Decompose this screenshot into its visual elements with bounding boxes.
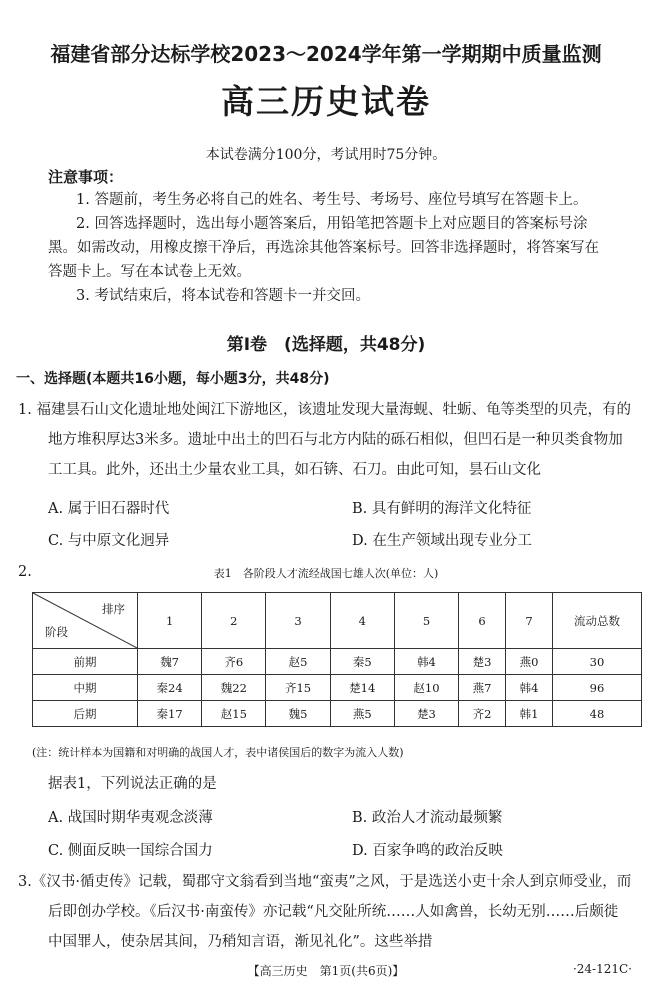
- note-line: 黑。如需改动，用橡皮擦干净后，再选涂其他答案标号。回答非选择题时，将答案写在: [48, 240, 599, 256]
- table-cell: 96: [553, 675, 642, 701]
- page-footer: 【高三历史 第1页(共6页)】: [247, 964, 405, 978]
- note-line: 2. 回答选择题时，选出每小题答案后，用铅笔把答题卡上对应题目的答案标号涂: [76, 216, 588, 232]
- column-header: 2: [202, 593, 266, 649]
- column-header: 6: [459, 593, 506, 649]
- stage-cell: 后期: [33, 701, 138, 727]
- question-2-option-a: A. 战国时期华夷观念淡薄: [48, 810, 213, 826]
- question-3-line: 后即创办学校。《后汉书·南蛮传》亦记载“凡交阯所统……人如禽兽，长幼无别……后颇徙: [48, 904, 619, 920]
- table-caption: 表1 各阶段人才流经战国七雄人次(单位：人): [213, 567, 439, 580]
- column-header: 5: [394, 593, 458, 649]
- table-row: [33, 675, 642, 701]
- column-header: 4: [330, 593, 394, 649]
- question-1-option-c: C. 与中原文化迥异: [48, 533, 170, 549]
- corner-label-stage: 阶段: [45, 625, 68, 639]
- question-1-line: 工工具。此外，还出土少量农业工具，如石锛、石刀。由此可知，昙石山文化: [48, 462, 541, 478]
- exam-subject-title: 高三历史试卷: [221, 82, 431, 121]
- question-1-option-a: A. 属于旧石器时代: [48, 501, 170, 517]
- question-1-line: 1. 福建昙石山文化遗址地处闽江下游地区，该遗址发现大量海蚬、牡蛎、龟等类型的贝壳，有的: [18, 402, 631, 418]
- question-2-number: 2.: [18, 564, 32, 580]
- section-subtitle: 一、选择题(本题共16小题，每小题3分，共48分): [16, 371, 330, 387]
- table-cell: 秦24: [138, 675, 202, 701]
- table-cell: 赵10: [394, 675, 458, 701]
- question-2-stem: 据表1，下列说法正确的是: [48, 776, 217, 792]
- table-cell: 韩4: [394, 649, 458, 675]
- table-cell: 秦17: [138, 701, 202, 727]
- question-1-line: 地方堆积厚达3米多。遗址中出土的凹石与北方内陆的砾石相似，但凹石是一种贝类食物加: [48, 432, 623, 448]
- note-line: 3. 考试结束后，将本试卷和答题卡一并交回。: [76, 288, 370, 304]
- question-2-option-c: C. 侧面反映一国综合国力: [48, 843, 213, 859]
- notes-heading: 注意事项：: [48, 168, 124, 186]
- note-line: 1. 答题前，考生务必将自己的姓名、考生号、考场号、座位号填写在答题卡上。: [76, 192, 588, 208]
- table-cell: 楚3: [394, 701, 458, 727]
- question-2-option-b: B. 政治人才流动最频繁: [352, 810, 503, 826]
- corner-label-rank: 排序: [102, 602, 125, 616]
- table-cell: 30: [553, 649, 642, 675]
- column-header: 流动总数: [553, 593, 642, 649]
- table-cell: 齐2: [459, 701, 506, 727]
- table-cell: 魏5: [266, 701, 330, 727]
- question-1-option-d: D. 在生产领域出现专业分工: [352, 533, 532, 549]
- table-cell: 赵15: [202, 701, 266, 727]
- stage-cell: 前期: [33, 649, 138, 675]
- column-header: 1: [138, 593, 202, 649]
- question-1-option-b: B. 具有鲜明的海洋文化特征: [352, 501, 532, 517]
- section-title: 第Ⅰ卷 (选择题，共48分): [226, 335, 426, 355]
- table-cell: 秦5: [330, 649, 394, 675]
- question-3-line: 中国罪人，使杂居其间，乃稍知言语，渐见礼化”。这些举措: [48, 934, 433, 950]
- table-cell: 楚3: [459, 649, 506, 675]
- column-header: 7: [506, 593, 553, 649]
- table-corner-cell: [33, 593, 138, 649]
- talent-flow-table: [32, 592, 642, 727]
- note-line: 答题卡上。写在本试卷上无效。: [48, 264, 251, 280]
- table-cell: 齐15: [266, 675, 330, 701]
- table-cell: 韩1: [506, 701, 553, 727]
- paper-code: ·24-121C·: [572, 962, 632, 976]
- table-cell: 燕0: [506, 649, 553, 675]
- stage-cell: 中期: [33, 675, 138, 701]
- table-cell: 齐6: [202, 649, 266, 675]
- exam-header-title: 福建省部分达标学校2023～2024学年第一学期期中质量监测: [50, 42, 602, 66]
- table-cell: 燕7: [459, 675, 506, 701]
- table-footnote: (注：统计样本为国籍和对明确的战国人才，表中诸侯国后的数字为流入人数): [32, 746, 404, 759]
- table-cell: 48: [553, 701, 642, 727]
- column-header: 3: [266, 593, 330, 649]
- table-row: [33, 649, 642, 675]
- table-cell: 魏7: [138, 649, 202, 675]
- table-cell: 燕5: [330, 701, 394, 727]
- table-cell: 赵5: [266, 649, 330, 675]
- table-cell: 韩4: [506, 675, 553, 701]
- question-2-option-d: D. 百家争鸣的政治反映: [352, 843, 503, 859]
- question-3-line: 3.《汉书·循吏传》记载，蜀郡守文翁看到当地“蛮夷”之风，于是选送小吏十余人到京师受业，而: [18, 874, 632, 890]
- table-cell: 魏22: [202, 675, 266, 701]
- table-cell: 楚14: [330, 675, 394, 701]
- table-row: [33, 701, 642, 727]
- exam-intro: 本试卷满分100分，考试用时75分钟。: [205, 147, 447, 163]
